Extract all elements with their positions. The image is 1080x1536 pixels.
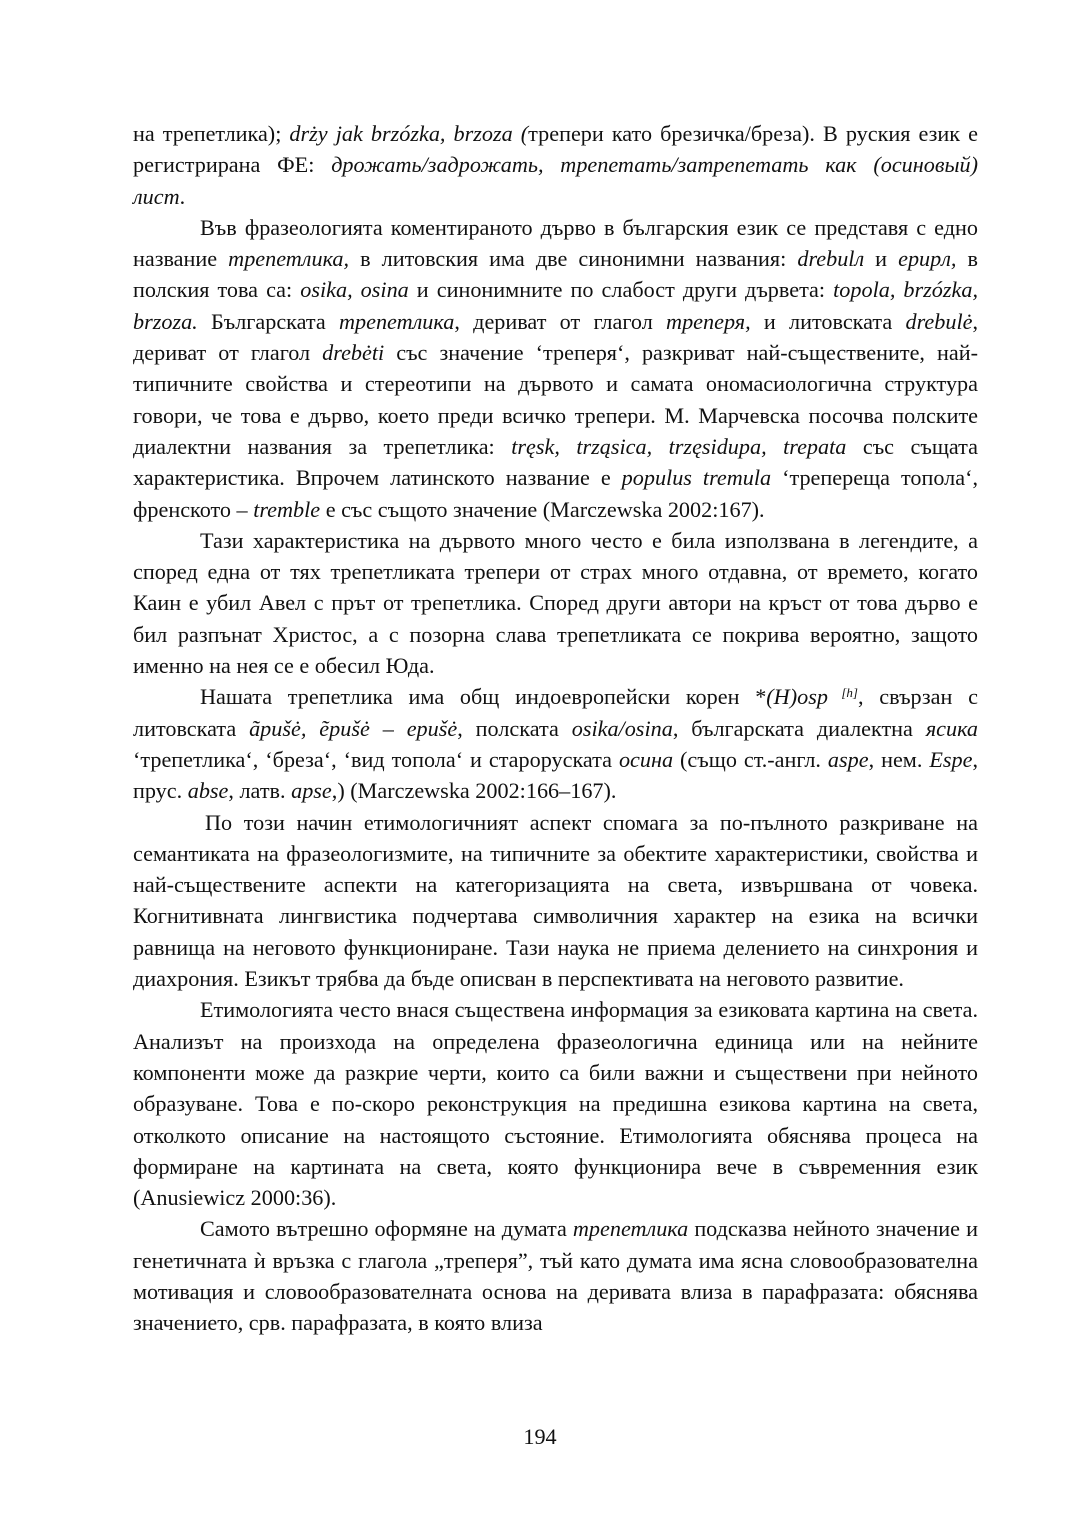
paragraph-1 bbox=[133, 118, 978, 212]
text-run: , латв. bbox=[228, 778, 292, 804]
text-run: в литовския има две синонимни названия: bbox=[349, 246, 798, 272]
italic-run: aspe bbox=[827, 746, 869, 772]
text-run: на трепетлика); bbox=[133, 121, 290, 146]
text-run: , българската диалектна bbox=[672, 715, 926, 741]
italic-run: трепетлика, bbox=[228, 246, 350, 272]
italic-run: osika, osina bbox=[300, 277, 409, 303]
text-run: подсказва нейното значение и генетичната ѝ връзка с глагола „треперя”, тъй като думата има ясна словообразователна мотивация и словообразователната основа на деривата влиза в парафразата: обяснява значението, срв. парафразата, в която влиза bbox=[133, 1216, 978, 1336]
italic-run: Espe bbox=[929, 746, 973, 772]
text-run: със значение ‘треперя‘, разкриват най-съществените, най-типичните свойства и стереотипи на дървото и самата ономасиологична структура говори, че това е дърво, което преди всичко трепери. М. Марчевска посочва полските диалектни названия за трепетлика: bbox=[133, 340, 978, 459]
page-number: 194 bbox=[523, 1424, 557, 1449]
text-run: , дериват от глагол bbox=[133, 308, 978, 366]
italic-run: треперя, bbox=[666, 308, 751, 334]
paragraph-4 bbox=[133, 681, 978, 806]
italic-run: drebėti bbox=[322, 340, 385, 366]
italic-run: ясика bbox=[925, 715, 978, 741]
text-run: . bbox=[179, 183, 186, 209]
text-run: и синонимните по слабост други дървета: bbox=[408, 277, 834, 303]
text-run: Нашата трепетлика има общ индоевропейски корен * bbox=[200, 684, 767, 710]
paragraph-6: Етимологията често внася съществена информация за езиковата картина на света. Анализът на произхода на определена фразеологична единица или на нейните компоненти може да разкрие черти, които са били важни и съществени при нейното образуване. Това е по-скоро реконструкция на предишна езикова картина на света, отколкото описание на настоящото състояние. Етимологията обяснява процеса на формиране на картината на света, която функционира вече в съвременния език (Anusiewicz 2000:36). bbox=[133, 997, 978, 1211]
italic-run: трепетлика bbox=[339, 308, 455, 334]
text-run: ‘трепетлика‘, ‘бреза‘, ‘вид топола‘ и староруската bbox=[133, 746, 619, 772]
italic-run: drebulė bbox=[905, 308, 973, 334]
italic-run: topola, brzózka, brzoza. bbox=[133, 277, 978, 334]
paragraph-3: Тази характеристика на дървото много често е била използвана в легендите, а според една от тях трепетликата трепери от страх много отдавна, от времето, когато Каин е убил Авел с прът от трепетлика. Според други автори на кръст от това дърво е бил разпънат Христос, а с позорна слава трепетликата се покрива вероятно, защото именно на нея се е обесил Юда. bbox=[133, 527, 978, 679]
text-run: , свързан с литовската bbox=[133, 684, 978, 741]
italic-run: abse bbox=[187, 778, 229, 804]
italic-run: populus tremula bbox=[621, 465, 772, 491]
text-run: е със същото значение (Marczewska 2002:167). bbox=[320, 496, 765, 522]
italic-run: osika/osina bbox=[571, 715, 673, 741]
italic-run: дрожать/задрожать, трепетать/затрепетать как (осиновый) лист bbox=[133, 152, 979, 209]
text-run: , нем. bbox=[868, 746, 930, 772]
text-run: , полската bbox=[457, 715, 572, 741]
text-run: (също ст.-англ. bbox=[673, 746, 828, 772]
text-run: ,) (Marczewska 2002:166–167). bbox=[331, 778, 617, 804]
italic-run: (H)osp bbox=[766, 684, 828, 710]
italic-run: ãpušė, ẽpušė – epušė bbox=[249, 715, 458, 741]
text-run: и литовската bbox=[750, 308, 906, 334]
text-run: , прус. bbox=[133, 746, 979, 804]
italic-run: осина bbox=[618, 746, 674, 772]
text-run: със същата характеристика. Впрочем латинското название е bbox=[133, 433, 978, 491]
paragraph-7 bbox=[133, 1213, 978, 1338]
paragraph-2 bbox=[133, 212, 978, 525]
italic-run: drebulл bbox=[797, 246, 865, 272]
text-run: Самото вътрешно оформяне на думата bbox=[200, 1216, 573, 1242]
italic-run: трепетлика bbox=[572, 1216, 689, 1242]
paragraph-5: По този начин етимологичният аспект спомага за по-пълното разкриване на семантиката на фразеологизмите, на типичните за обектите характеристики, свойства и най-съществените аспекти на категоризацията на света, извършвана от човека. Когнитивната лингвистика подчертава символичния характер на езика на всички равнища на неговото функциониране. Тази наука не приема делението на синхрония и диахрония. Езикът трябва да бъде описван в перспективата на неговото развитие. bbox=[133, 809, 978, 992]
italic-run: epupл, bbox=[898, 246, 957, 272]
document-page bbox=[133, 118, 978, 1339]
superscript-run: [h] bbox=[827, 685, 858, 701]
text-run: Във фразеологията коментираното дърво в българския език се представя с едно название bbox=[133, 214, 978, 272]
italic-run: drży jak brzózka, brzoza ( bbox=[289, 121, 529, 146]
text-run: и bbox=[864, 246, 899, 272]
text-run: Българската bbox=[197, 308, 339, 334]
italic-run: tremble bbox=[253, 496, 321, 522]
text-run: , дериват от глагол bbox=[454, 308, 667, 334]
text-run: ‘трепереща топола‘, френското – bbox=[133, 465, 978, 522]
text-run: трепери като брезичка/бреза). В руския език е регистрирана ФЕ: bbox=[133, 121, 978, 178]
text-run: в полския това са: bbox=[133, 246, 978, 303]
italic-run: apse bbox=[291, 778, 332, 804]
italic-run: tręsk, trząsica, trzęsidupa, trepata bbox=[511, 433, 847, 459]
